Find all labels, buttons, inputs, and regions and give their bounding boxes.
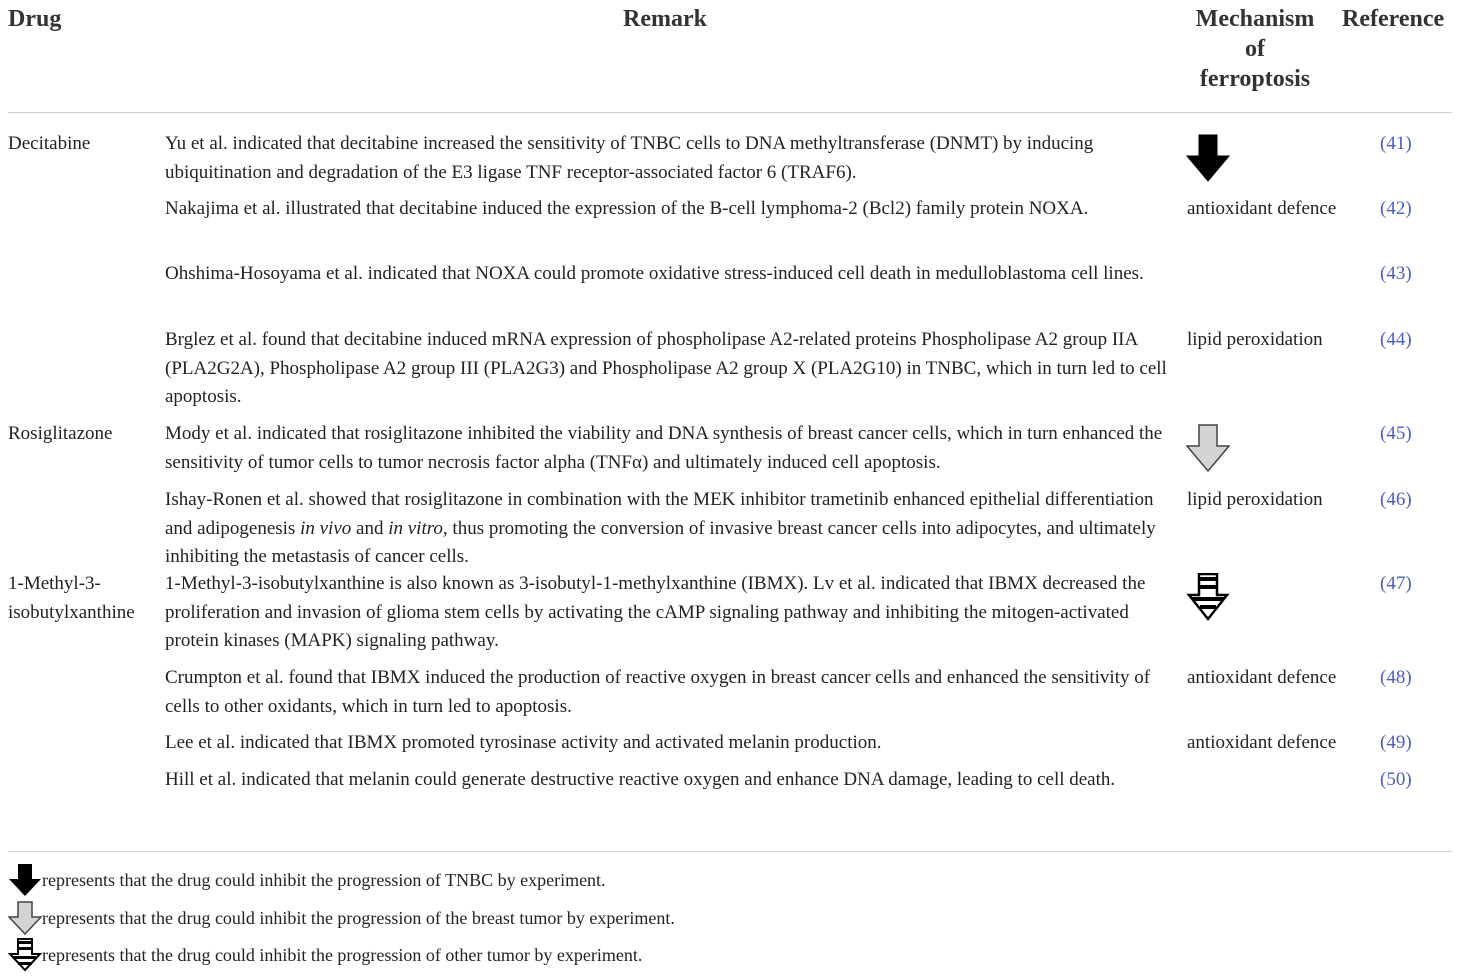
remark-italic-term: in vitro [388, 517, 443, 539]
remark-cell: Nakajima et al. illustrated that decitabine induced the expression of the B-cell lymphoma-2 (Bcl2) family protein NOXA. [165, 198, 1089, 219]
grey-down-arrow-icon [8, 901, 42, 935]
header-mechanism-line-1: Mechanism [1195, 6, 1315, 32]
mechanism-cell: lipid peroxidation [1187, 489, 1323, 510]
reference-link[interactable]: (45) [1380, 423, 1412, 444]
drug-cell: 1-Methyl-3-isobutylxanthine [8, 573, 135, 623]
drug-cell: Decitabine [8, 133, 91, 154]
grey-down-arrow-icon [1186, 424, 1230, 472]
remark-cell: Ohshima-Hosoyama et al. indicated that NOXA could promote oxidative stress-induced cell death in medulloblastoma cell lines. [165, 263, 1144, 284]
remark-text: Ishay-Ronen et al. showed that rosiglitazone in combination with the MEK inhibitor trametinib enhanced epithelial differentiation and adipogenesis [165, 489, 1154, 539]
remark-cell [165, 486, 1175, 572]
reference-link[interactable]: (48) [1380, 667, 1412, 688]
striped-down-arrow-icon [1186, 573, 1230, 621]
column-header-drug: Drug [8, 6, 62, 32]
column-header-reference: Reference [1342, 6, 1445, 32]
drug-cell: Rosiglitazone [8, 423, 113, 444]
column-header-remark: Remark [623, 6, 707, 32]
remark-cell: Lee et al. indicated that IBMX promoted tyrosinase activity and activated melanin production. [165, 732, 882, 753]
reference-link[interactable]: (41) [1380, 133, 1412, 154]
striped-down-arrow-icon [8, 938, 42, 972]
remark-text: , thus promoting the conversion of invasive breast cancer cells into adipocytes, and ultimately inhibiting the metastasis of cancer cells. [165, 517, 1156, 567]
remark-text: and [351, 517, 389, 539]
remark-cell: Crumpton et al. found that IBMX induced the production of reactive oxygen in breast cancer cells and enhanced the sensitivity of cells to other oxidants, which in turn led to apoptosis. [165, 667, 1151, 717]
mechanism-cell: lipid peroxidation [1187, 329, 1323, 350]
legend-text: represents that the drug could inhibit the progression of TNBC by experiment. [42, 870, 606, 890]
remark-cell: Mody et al. indicated that rosiglitazone inhibited the viability and DNA synthesis of breast cancer cells, which in turn enhanced the sensitivity of tumor cells to tumor necrosis factor alpha (TNFα) and ultimately induced cell apoptosis. [165, 423, 1163, 473]
reference-link[interactable]: (50) [1380, 769, 1412, 790]
reference-link[interactable]: (49) [1380, 732, 1412, 753]
header-divider [8, 112, 1452, 113]
mechanism-cell: antioxidant defence [1187, 198, 1337, 219]
header-mechanism-line-3: ferroptosis [1199, 66, 1311, 92]
column-header-mechanism [1184, 4, 1326, 94]
header-mechanism-line-2: of [1245, 36, 1265, 62]
remark-cell: Hill et al. indicated that melanin could generate destructive reactive oxygen and enhance DNA damage, leading to cell death. [165, 769, 1116, 790]
legend-text: represents that the drug could inhibit the progression of the breast tumor by experiment. [42, 908, 675, 928]
footer-divider [8, 851, 1452, 852]
reference-link[interactable]: (43) [1380, 263, 1412, 284]
black-down-arrow-icon [1186, 134, 1230, 182]
reference-link[interactable]: (46) [1380, 489, 1412, 510]
reference-link[interactable]: (42) [1380, 198, 1412, 219]
black-down-arrow-icon [8, 863, 42, 897]
mechanism-cell: antioxidant defence [1187, 732, 1337, 753]
legend-text: represents that the drug could inhibit the progression of other tumor by experiment. [42, 945, 643, 965]
remark-cell: Yu et al. indicated that decitabine increased the sensitivity of TNBC cells to DNA methyltransferase (DNMT) by inducing ubiquitination and degradation of the E3 ligase TNF receptor-associated factor 6 (TRAF6). [165, 133, 1094, 183]
remark-italic-term: in vivo [300, 517, 352, 539]
remark-cell: 1-Methyl-3-isobutylxanthine is also known as 3-isobutyl-1-methylxanthine (IBMX). Lv et al. indicated that IBMX decreased the proliferation and invasion of glioma stem cells by activating the cAMP signaling pathway and inhibiting the mitogen-activated protein kinases (MAPK) signaling pathway. [165, 573, 1146, 651]
remark-cell: Brglez et al. found that decitabine induced mRNA expression of phospholipase A2-related proteins Phospholipase A2 group IIA (PLA2G2A), Phospholipase A2 group III (PLA2G3) and Phospholipase A2 group X (PLA2G10) in TNBC, which in turn led to cell apoptosis. [165, 329, 1167, 407]
reference-link[interactable]: (47) [1380, 573, 1412, 594]
reference-link[interactable]: (44) [1380, 329, 1412, 350]
mechanism-cell: antioxidant defence [1187, 667, 1337, 688]
